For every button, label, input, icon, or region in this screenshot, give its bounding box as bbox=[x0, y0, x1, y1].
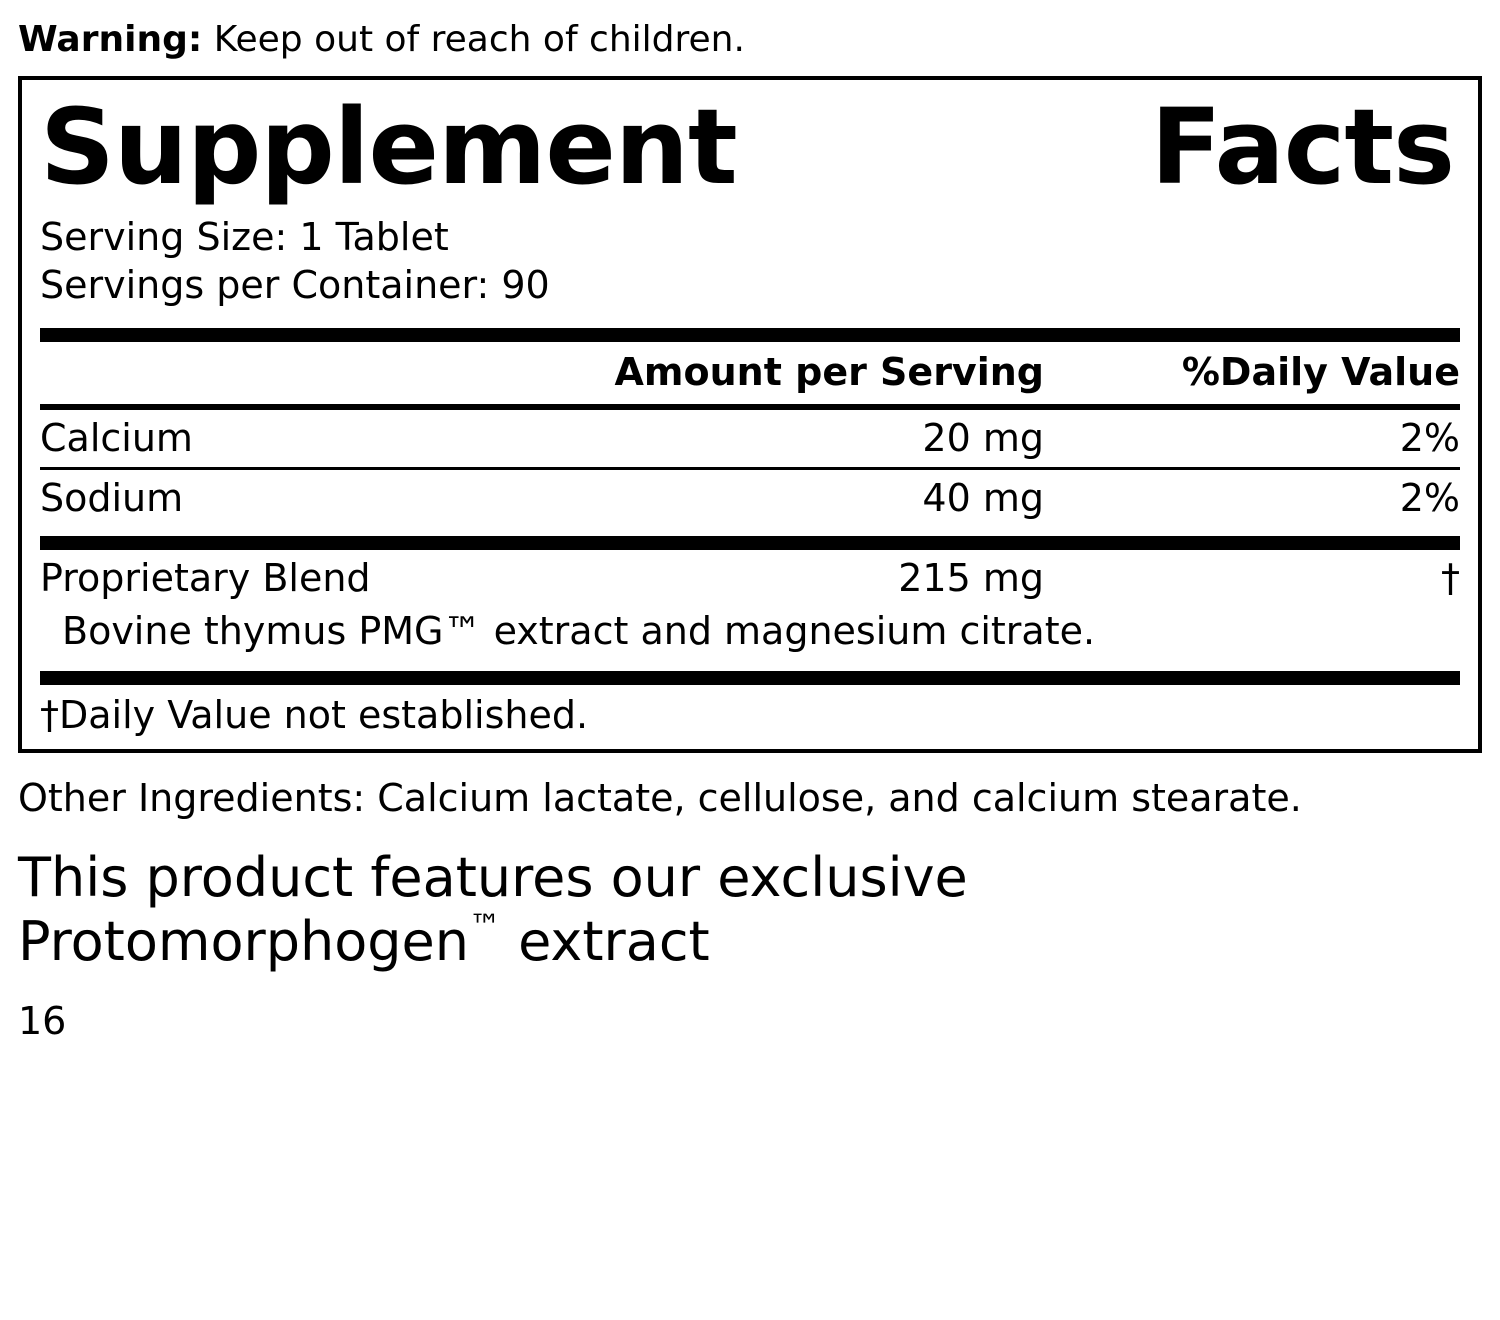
other-ingredients: Other Ingredients: Calcium lactate, cellulose, and calcium stearate. bbox=[18, 775, 1302, 820]
feature-line-2-suffix: extract bbox=[500, 909, 710, 973]
rule-below-blend bbox=[40, 671, 1460, 685]
nutrient-daily-value: 2% bbox=[1399, 476, 1460, 521]
panel-title bbox=[40, 80, 1460, 213]
column-header-amount: Amount per Serving bbox=[614, 349, 1044, 394]
warning-text: Keep out of reach of children. bbox=[202, 19, 745, 60]
table-row bbox=[40, 470, 1460, 528]
table-row-blend bbox=[40, 550, 1460, 608]
panel-title-facts: Facts bbox=[1150, 86, 1454, 208]
panel-title-supplement: Supplement bbox=[40, 86, 737, 208]
blend-name: Proprietary Blend bbox=[40, 555, 371, 600]
nutrient-amount: 40 mg bbox=[922, 476, 1044, 521]
page-number: 16 bbox=[18, 999, 67, 1044]
feature-line-1: This product features our exclusive bbox=[18, 846, 968, 910]
feature-line-2-prefix: Protomorphogen bbox=[18, 909, 469, 973]
warning-statement bbox=[18, 0, 1482, 76]
nutrient-daily-value: 2% bbox=[1399, 415, 1460, 460]
column-header-daily-value: %Daily Value bbox=[1181, 349, 1460, 394]
rule-above-blend bbox=[40, 536, 1460, 550]
blend-amount: 215 mg bbox=[898, 555, 1044, 600]
column-headers bbox=[40, 342, 1460, 404]
nutrient-amount: 20 mg bbox=[922, 415, 1044, 460]
nutrient-name: Calcium bbox=[40, 415, 193, 460]
serving-info bbox=[40, 213, 1460, 320]
blend-description: Bovine thymus PMG™ extract and magnesium citrate. bbox=[62, 609, 1096, 654]
nutrient-name: Sodium bbox=[40, 476, 184, 521]
blend-daily-value: † bbox=[1441, 555, 1460, 600]
feature-statement bbox=[18, 822, 1198, 973]
daily-value-footnote: †Daily Value not established. bbox=[40, 692, 589, 737]
serving-size: Serving Size: 1 Tablet bbox=[40, 214, 449, 259]
table-row bbox=[40, 410, 1460, 468]
trademark-icon: ™ bbox=[468, 906, 501, 945]
rule-top-thick bbox=[40, 328, 1460, 342]
warning-label: Warning: bbox=[18, 19, 203, 60]
supplement-facts-panel bbox=[18, 76, 1482, 753]
servings-per-container: Servings per Container: 90 bbox=[40, 263, 550, 308]
